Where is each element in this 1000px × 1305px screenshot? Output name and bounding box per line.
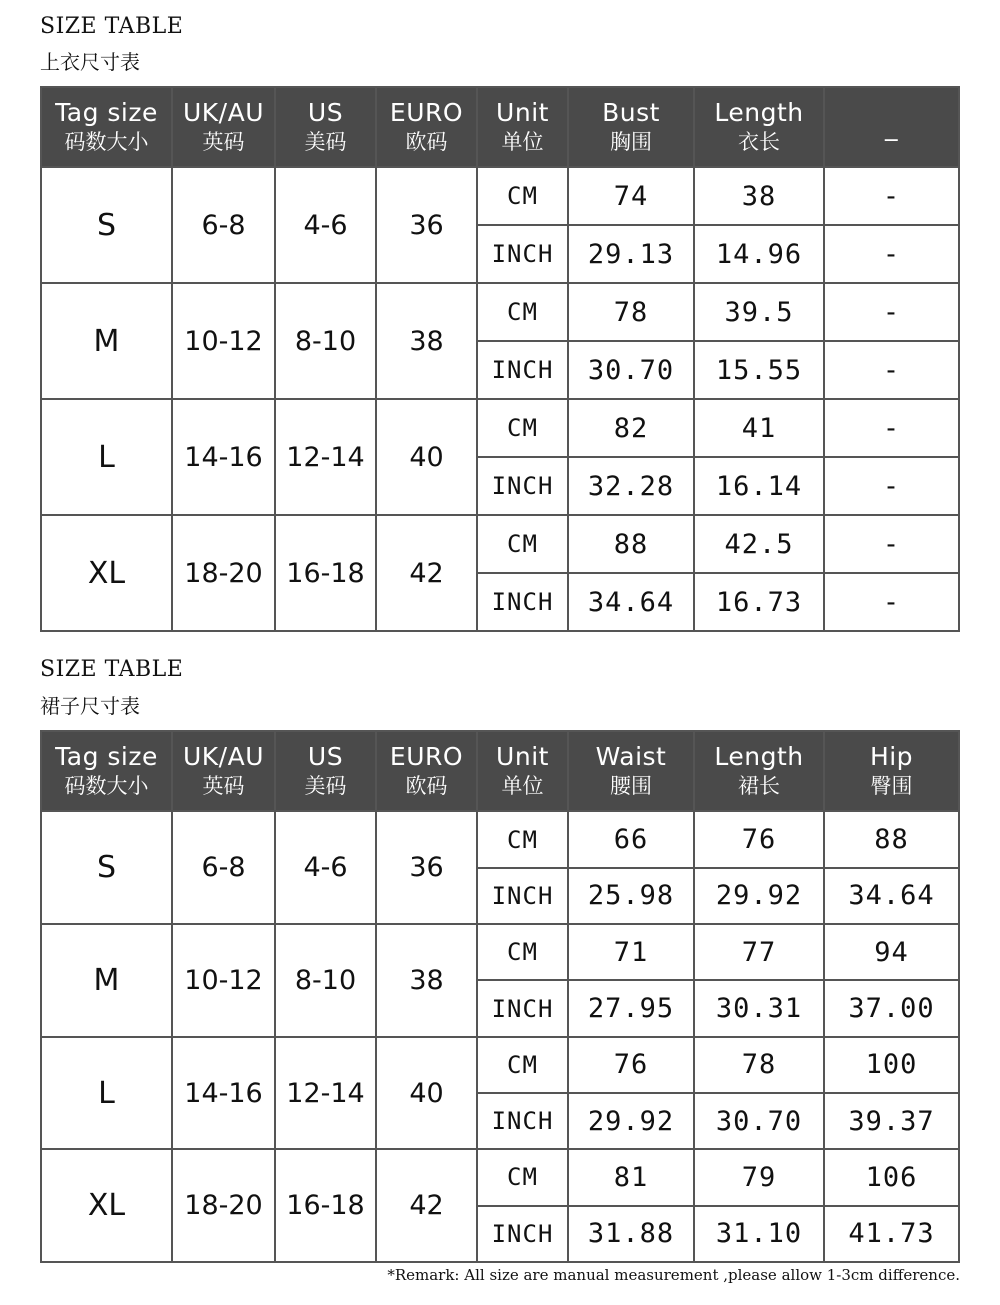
header-cell <box>824 731 959 811</box>
header-label-cn: 英码 <box>202 130 245 154</box>
measure-cell: 82 <box>568 399 694 457</box>
header-label-cn: 码数大小 <box>64 774 149 799</box>
header-label-cn: 臀围 <box>870 774 913 799</box>
measure-cell: 94 <box>824 924 959 980</box>
header-label-cn: 码数大小 <box>64 130 149 154</box>
uk-au-cell: 14-16 <box>172 399 275 515</box>
header-label-en: US <box>307 98 344 127</box>
euro-cell: 38 <box>376 924 477 1037</box>
us-cell: 12-14 <box>275 399 376 515</box>
measure-cell: 38 <box>694 167 824 225</box>
euro-cell: 42 <box>376 1149 477 1262</box>
header-label-en: Unit <box>496 742 549 772</box>
header-label-cn: 腰围 <box>610 774 652 799</box>
measure-cell: 77 <box>694 924 824 980</box>
tag-size-cell: S <box>41 167 172 283</box>
measure-cell: 88 <box>568 515 694 573</box>
header-label-en: Length <box>714 742 804 772</box>
header-cell <box>477 87 568 167</box>
header-label-en: Unit <box>496 98 549 127</box>
top-title-en: SIZE TABLE <box>40 14 184 39</box>
euro-cell: 38 <box>376 283 477 399</box>
measure-cell: 15.55 <box>694 341 824 399</box>
header-label-en: UK/AU <box>182 98 264 127</box>
euro-cell: 42 <box>376 515 477 631</box>
euro-cell: 40 <box>376 1037 477 1150</box>
header-cell <box>41 87 172 167</box>
header-label-cn: 欧码 <box>405 774 448 799</box>
bottom-title-en: SIZE TABLE <box>40 657 184 682</box>
uk-au-cell: 18-20 <box>172 515 275 631</box>
us-cell: 4-6 <box>275 811 376 924</box>
tag-size-cell: L <box>41 399 172 515</box>
measure-cell: - <box>824 283 959 341</box>
measure-cell: 76 <box>694 811 824 867</box>
euro-cell: 40 <box>376 399 477 515</box>
header-label-cn: 胸围 <box>610 130 652 154</box>
bottom-title-cn: 裙子尺寸表 <box>40 694 140 718</box>
us-cell: 16-18 <box>275 1149 376 1262</box>
uk-au-cell: 18-20 <box>172 1149 275 1262</box>
measure-cell: 39.37 <box>824 1093 959 1149</box>
header-label-cn: 欧码 <box>405 130 448 154</box>
header-label-en: EURO <box>389 98 464 127</box>
us-cell: 8-10 <box>275 283 376 399</box>
tag-size-cell: M <box>41 283 172 399</box>
uk-au-cell: 10-12 <box>172 283 275 399</box>
header-label-en: Length <box>714 98 804 127</box>
measure-cell: 29.92 <box>568 1093 694 1149</box>
bottom-size-table <box>40 730 960 1263</box>
measure-cell: 78 <box>568 283 694 341</box>
header-cell <box>376 87 477 167</box>
us-cell: 4-6 <box>275 167 376 283</box>
unit-cell: CM <box>477 399 568 457</box>
measure-cell: 32.28 <box>568 457 694 515</box>
uk-au-cell: 14-16 <box>172 1037 275 1150</box>
header-cell <box>477 731 568 811</box>
header-label-cn: 衣长 <box>738 130 780 154</box>
table-row <box>41 924 959 980</box>
measure-cell: 74 <box>568 167 694 225</box>
measure-cell: 42.5 <box>694 515 824 573</box>
unit-cell: INCH <box>477 868 568 924</box>
measure-cell: 31.10 <box>694 1206 824 1262</box>
tag-size-cell: S <box>41 811 172 924</box>
unit-cell: CM <box>477 283 568 341</box>
header-label-cn: 美码 <box>304 130 347 154</box>
measure-cell: 34.64 <box>568 573 694 631</box>
measure-cell: - <box>824 573 959 631</box>
header-cell <box>694 731 824 811</box>
euro-cell: 36 <box>376 167 477 283</box>
uk-au-cell: 6-8 <box>172 811 275 924</box>
table-row <box>41 167 959 225</box>
measure-cell: 34.64 <box>824 868 959 924</box>
euro-cell: 36 <box>376 811 477 924</box>
header-label-cn: 美码 <box>304 774 347 799</box>
measure-cell: 25.98 <box>568 868 694 924</box>
top-size-table <box>40 86 960 632</box>
table-row <box>41 515 959 573</box>
header-cell <box>694 87 824 167</box>
header-cell <box>824 87 959 167</box>
table-row <box>41 1037 959 1093</box>
measure-cell: 41 <box>694 399 824 457</box>
measure-cell: 100 <box>824 1037 959 1093</box>
measure-cell: 76 <box>568 1037 694 1093</box>
us-cell: 8-10 <box>275 924 376 1037</box>
tag-size-cell: M <box>41 924 172 1037</box>
header-row <box>41 731 959 811</box>
header-label-en: UK/AU <box>182 742 264 772</box>
measure-cell: 88 <box>824 811 959 867</box>
table-row <box>41 811 959 867</box>
header-label-cn: 单位 <box>501 130 544 154</box>
unit-cell: CM <box>477 924 568 980</box>
remark-note: *Remark: All size are manual measurement ,please allow 1-3cm difference. <box>387 1266 960 1284</box>
header-cell <box>41 731 172 811</box>
header-cell <box>172 87 275 167</box>
unit-cell: CM <box>477 1037 568 1093</box>
measure-cell: - <box>824 515 959 573</box>
measure-cell: 81 <box>568 1149 694 1205</box>
tag-size-cell: XL <box>41 515 172 631</box>
header-label-en: _ <box>885 112 898 141</box>
measure-cell: - <box>824 341 959 399</box>
measure-cell: 79 <box>694 1149 824 1205</box>
measure-cell: 106 <box>824 1149 959 1205</box>
unit-cell: CM <box>477 515 568 573</box>
measure-cell: - <box>824 225 959 283</box>
measure-cell: 71 <box>568 924 694 980</box>
header-label-cn: 单位 <box>501 774 544 799</box>
tag-size-cell: XL <box>41 1149 172 1262</box>
measure-cell: 16.73 <box>694 573 824 631</box>
us-cell: 16-18 <box>275 515 376 631</box>
us-cell: 12-14 <box>275 1037 376 1150</box>
header-label-en: Hip <box>869 742 914 772</box>
measure-cell: 30.70 <box>694 1093 824 1149</box>
header-label-en: Waist <box>595 742 667 772</box>
measure-cell: 66 <box>568 811 694 867</box>
unit-cell: INCH <box>477 341 568 399</box>
measure-cell: 37.00 <box>824 980 959 1036</box>
top-title-cn: 上衣尺寸表 <box>40 50 140 74</box>
measure-cell: 78 <box>694 1037 824 1093</box>
measure-cell: 29.92 <box>694 868 824 924</box>
uk-au-cell: 10-12 <box>172 924 275 1037</box>
measure-cell: - <box>824 399 959 457</box>
unit-cell: INCH <box>477 457 568 515</box>
unit-cell: INCH <box>477 980 568 1036</box>
measure-cell: 30.31 <box>694 980 824 1036</box>
uk-au-cell: 6-8 <box>172 167 275 283</box>
header-cell <box>568 731 694 811</box>
measure-cell: 16.14 <box>694 457 824 515</box>
header-cell <box>172 731 275 811</box>
header-label-cn: 裙长 <box>738 774 780 799</box>
measure-cell: 39.5 <box>694 283 824 341</box>
header-label-en: Tag size <box>55 98 158 127</box>
unit-cell: CM <box>477 811 568 867</box>
header-label-cn: 英码 <box>202 774 245 799</box>
measure-cell: 27.95 <box>568 980 694 1036</box>
header-cell <box>376 731 477 811</box>
header-cell <box>568 87 694 167</box>
table-row <box>41 283 959 341</box>
header-label-en: Tag size <box>55 742 158 772</box>
unit-cell: INCH <box>477 573 568 631</box>
header-label-en: EURO <box>389 742 464 772</box>
measure-cell: - <box>824 167 959 225</box>
measure-cell: 41.73 <box>824 1206 959 1262</box>
unit-cell: CM <box>477 167 568 225</box>
header-cell <box>275 731 376 811</box>
header-label-en: Bust <box>602 98 660 127</box>
measure-cell: 14.96 <box>694 225 824 283</box>
tag-size-cell: L <box>41 1037 172 1150</box>
table-row <box>41 399 959 457</box>
measure-cell: 31.88 <box>568 1206 694 1262</box>
header-cell <box>275 87 376 167</box>
unit-cell: INCH <box>477 225 568 283</box>
unit-cell: INCH <box>477 1093 568 1149</box>
measure-cell: 30.70 <box>568 341 694 399</box>
unit-cell: CM <box>477 1149 568 1205</box>
table-row <box>41 1149 959 1205</box>
unit-cell: INCH <box>477 1206 568 1262</box>
header-row <box>41 87 959 167</box>
measure-cell: - <box>824 457 959 515</box>
measure-cell: 29.13 <box>568 225 694 283</box>
header-label-en: US <box>307 742 344 772</box>
